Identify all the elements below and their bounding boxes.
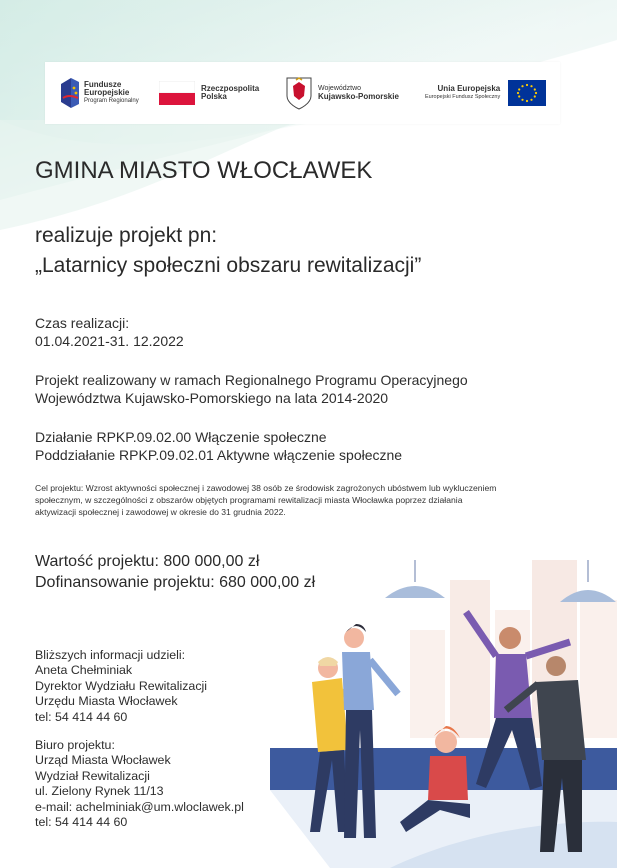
coat-of-arms-icon — [286, 76, 312, 110]
bureau-org: Urząd Miasta Włocławek — [35, 753, 171, 767]
ue-line2: Europejski Fundusz Społeczny — [425, 94, 501, 100]
lamp-left-icon — [385, 560, 445, 598]
fundusze-line1: Fundusze — [84, 80, 122, 89]
rp-line1: Rzeczpospolita — [201, 84, 260, 93]
bureau-dept: Wydział Rewitalizacji — [35, 769, 150, 783]
polish-flag-icon — [159, 81, 195, 105]
rzeczpospolita-polska-logo — [159, 74, 259, 112]
rp-line2: Polska — [201, 92, 227, 101]
contact-name: Aneta Chełminiak — [35, 663, 133, 677]
contact-intro: Bliższych informacji udzieli: — [35, 648, 186, 662]
logo-bar — [45, 62, 560, 124]
project-value: Wartość projektu: 800 000,00 zł — [35, 553, 260, 570]
program-line2: Województwa Kujawsko-Pomorskiego na lata 2014-2020 — [35, 390, 389, 406]
bureau-phone: tel: 54 414 44 60 — [35, 815, 128, 829]
contact-office: Urzędu Miasta Włocławek — [35, 694, 178, 708]
contact-phone: tel: 54 414 44 60 — [35, 710, 128, 724]
page-title: GMINA MIASTO WŁOCŁAWEK — [35, 157, 373, 184]
program-line1: Projekt realizowany w ramach Regionalnego Programu Operacyjnego — [35, 372, 468, 388]
bureau-label: Biuro projektu: — [35, 738, 115, 752]
eu-flag-icon — [508, 80, 546, 106]
people-illustration — [270, 560, 617, 868]
period-label: Czas realizacji: — [35, 315, 130, 331]
project-name: „Latarnicy społeczni obszaru rewitalizacji” — [35, 254, 422, 277]
fundusze-europejskie-icon — [61, 78, 79, 108]
ue-line1: Unia Europejska — [437, 84, 501, 93]
contact-position: Dyrektor Wydziału Rewitalizacji — [35, 679, 208, 693]
action-line2: Poddziałanie RPKP.09.02.01 Aktywne włączenie społeczne — [35, 447, 403, 463]
project-intro: realizuje projekt pn: — [35, 224, 218, 247]
wojewodztwo-line1: Województwo — [318, 85, 362, 92]
action-line1: Działanie RPKP.09.02.00 Włączenie społeczne — [35, 429, 327, 445]
unia-europejska-logo — [425, 74, 546, 112]
wojewodztwo-line2: Kujawsko-Pomorskie — [318, 92, 399, 101]
bureau-email: e-mail: achelminiak@um.wloclawek.pl — [35, 800, 244, 814]
period-dates: 01.04.2021-31. 12.2022 — [35, 333, 184, 349]
wojewodztwo-logo — [286, 74, 399, 112]
bureau-address: ul. Zielony Rynek 11/13 — [35, 784, 164, 798]
project-goal: Cel projektu: Wzrost aktywności społecznej i zawodowej 38 osób ze środowisk zagrożonych ubóstwem lub wykluczeniem społecznym, w szczególności z obszarów objętych programami rewitalizacji miasta Włocławka poprzez działania aktywizacji społecznej i zawodowej w okresie do 31 grudnia 2022. — [35, 483, 497, 517]
fundusze-line3: Program Regionalny — [84, 98, 139, 104]
fundusze-line2: Europejskie — [84, 88, 130, 97]
fundusze-europejskie-logo — [61, 74, 139, 112]
project-cofunding: Dofinansowanie projektu: 680 000,00 zł — [35, 574, 316, 591]
